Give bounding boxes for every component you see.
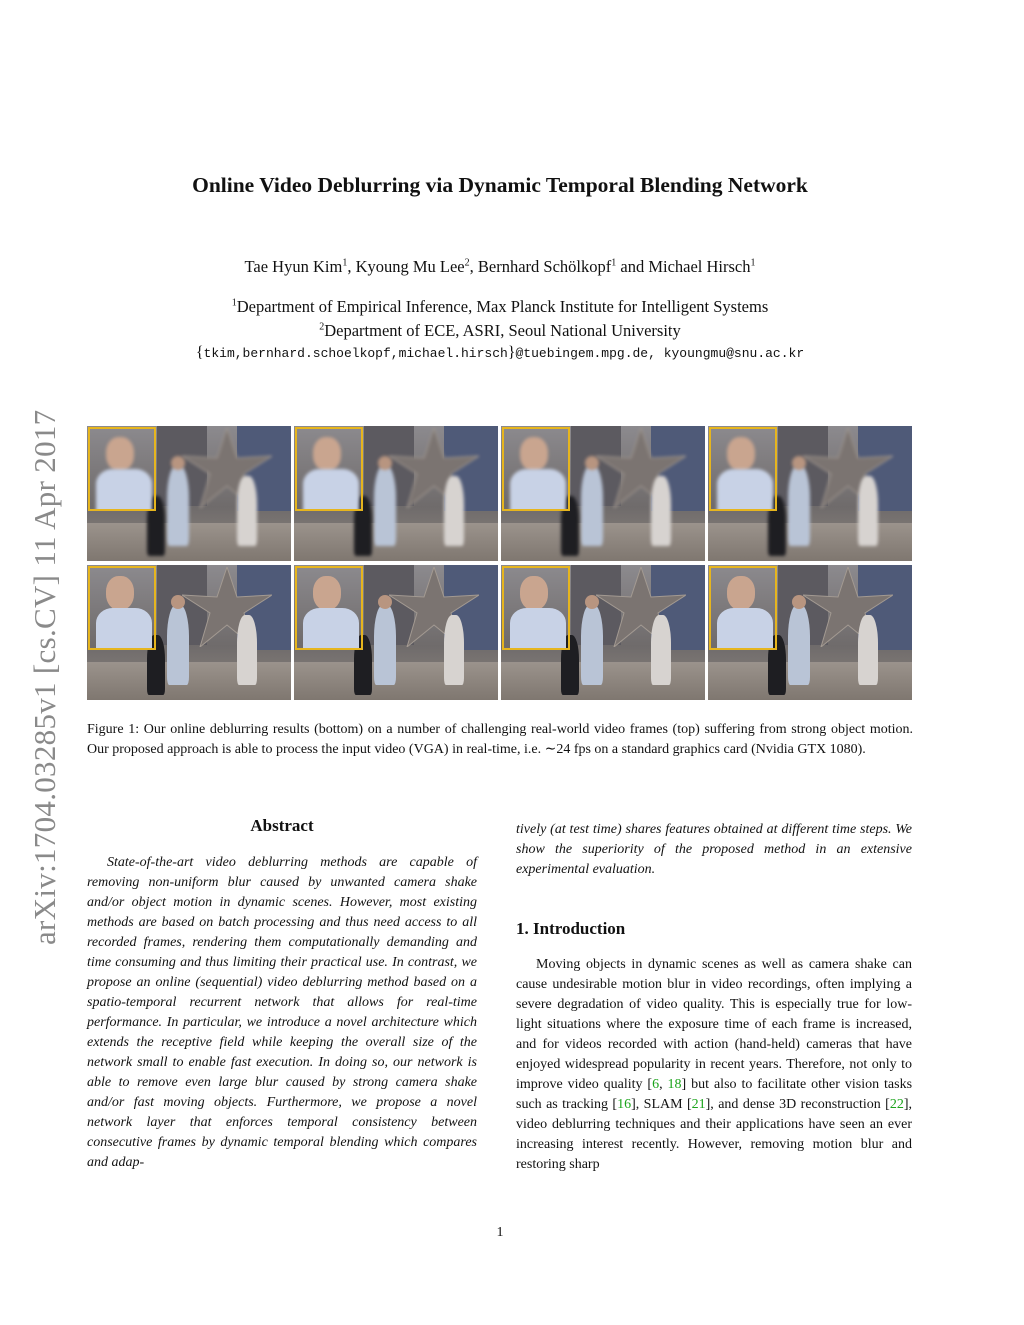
section-heading-introduction: 1. Introduction <box>516 919 626 938</box>
abstract-heading: Abstract <box>250 816 314 835</box>
citation-link[interactable]: 16 <box>617 1097 632 1112</box>
video-frame-input-blurry <box>294 426 498 561</box>
zoom-inset <box>295 427 363 511</box>
author-affil-mark: 2 <box>464 257 470 269</box>
abstract-continuation <box>516 820 912 880</box>
zoom-inset <box>709 427 777 511</box>
affil-mark: 2 <box>319 321 325 333</box>
citation-link[interactable]: 22 <box>889 1097 904 1112</box>
author-affil-mark: 1 <box>750 257 756 269</box>
citation-link[interactable]: 6 <box>652 1077 660 1092</box>
brace-open: { <box>195 344 204 361</box>
brace-close: } <box>507 344 516 361</box>
figure-caption: Figure 1: Our online deblurring results (bottom) on a number of challenging real-world video frames (top) suffering from strong object motion. Our proposed approach is able to process the input video (VGA) in real-time, i.e. ∼24 fps on a standard graphics card (Nvidia GTX 1080). <box>87 722 913 757</box>
author-name: , Bernhard Schölkopf <box>469 257 612 276</box>
author-affil-mark: 1 <box>611 257 617 269</box>
zoom-inset <box>88 566 156 650</box>
zoom-inset <box>709 566 777 650</box>
affiliation <box>0 321 1000 341</box>
intro-text: Moving objects in dynamic scenes as well as camera shake can cause undesirable motion blur in video recordings, often implying a severe degradation of video quality. This is especially true for low-light situations where the exposure time of each frame is increased, and for videos recorded with action (hand-held) cameras that have enjoyed widespread popularity in recent years. Therefore, not only to improve video quality [ <box>516 957 912 1092</box>
zoom-inset <box>88 427 156 511</box>
abstract-paragraph: State-of-the-art video deblurring methods are capable of removing non-uniform blur caused by unwanted camera shake and/or object motion in dynamic scenes. However, most existing methods are based on batch processing and thus need access to all recorded frames, rendering them computationally demanding and time consuming and thus limiting their practical use. In contrast, we propose an online (sequential) video deblurring method based on a spatio-temporal recurrent network that allows for real-time performance. In particular, we introduce a novel architecture which extends the receptive field while keeping the overall size of the network small to enable fast execution. In doing so, our network is able to remove even large blur caused by strong camera shake and/or fast moving objects. Furthermore, we propose a novel network layer that enforces temporal consistency between consecutive frames by dynamic temporal blending which compares and adap- <box>87 855 477 1170</box>
citation-link[interactable]: 18 <box>667 1077 682 1092</box>
author-name: and Michael Hirsch <box>616 257 751 276</box>
paper-title: Online Video Deblurring via Dynamic Temporal Blending Network <box>192 173 808 197</box>
citation-link[interactable]: 21 <box>691 1097 706 1112</box>
affiliation-text: Department of ECE, ASRI, Seoul National University <box>324 321 681 340</box>
author-emails <box>0 344 1000 362</box>
zoom-inset <box>502 427 570 511</box>
author-list <box>0 257 1000 277</box>
intro-text: ], video deblurring techniques and their applications have seen an ever increasing interest recently. However, removing motion blur and restoring sharp <box>516 1097 912 1172</box>
video-frame-deblurred <box>708 565 912 700</box>
intro-text: ], SLAM [ <box>631 1097 692 1112</box>
video-frame-deblurred <box>501 565 705 700</box>
abstract-body <box>87 853 477 1173</box>
video-frame-input-blurry <box>501 426 705 561</box>
intro-text: , <box>659 1077 668 1092</box>
introduction-paragraph <box>516 955 912 1175</box>
author-name: Tae Hyun Kim <box>244 257 343 276</box>
video-frame-input-blurry <box>87 426 291 561</box>
email-names: tkim,bernhard.schoelkopf,michael.hirsch <box>203 346 508 361</box>
figure-1 <box>87 426 912 702</box>
intro-text: ], and dense 3D reconstruction [ <box>705 1097 890 1112</box>
abstract-paragraph-cont: tively (at test time) shares features obtained at different time steps. We show the superiority of the proposed method in an extensive experimental evaluation. <box>516 822 912 877</box>
intro-text: ] but also to facilitate other vision tasks such as tracking [ <box>516 1077 913 1112</box>
author-name: , Kyoung Mu Lee <box>347 257 465 276</box>
video-frame-deblurred <box>87 565 291 700</box>
email-domains: @tuebingem.mpg.de, kyoungmu@snu.ac.kr <box>515 346 805 361</box>
zoom-inset <box>502 566 570 650</box>
introduction-body <box>516 955 912 1175</box>
affiliation-text: Department of Empirical Inference, Max Planck Institute for Intelligent Systems <box>236 297 769 316</box>
page-number: 1 <box>496 1225 504 1240</box>
arxiv-stamp: arXiv:1704.03285v1 [cs.CV] 11 Apr 2017 <box>27 409 62 945</box>
author-affil-mark: 1 <box>342 257 348 269</box>
video-frame-input-blurry <box>708 426 912 561</box>
affil-mark: 1 <box>231 297 237 309</box>
zoom-inset <box>295 566 363 650</box>
video-frame-deblurred <box>294 565 498 700</box>
affiliation <box>0 297 1000 317</box>
